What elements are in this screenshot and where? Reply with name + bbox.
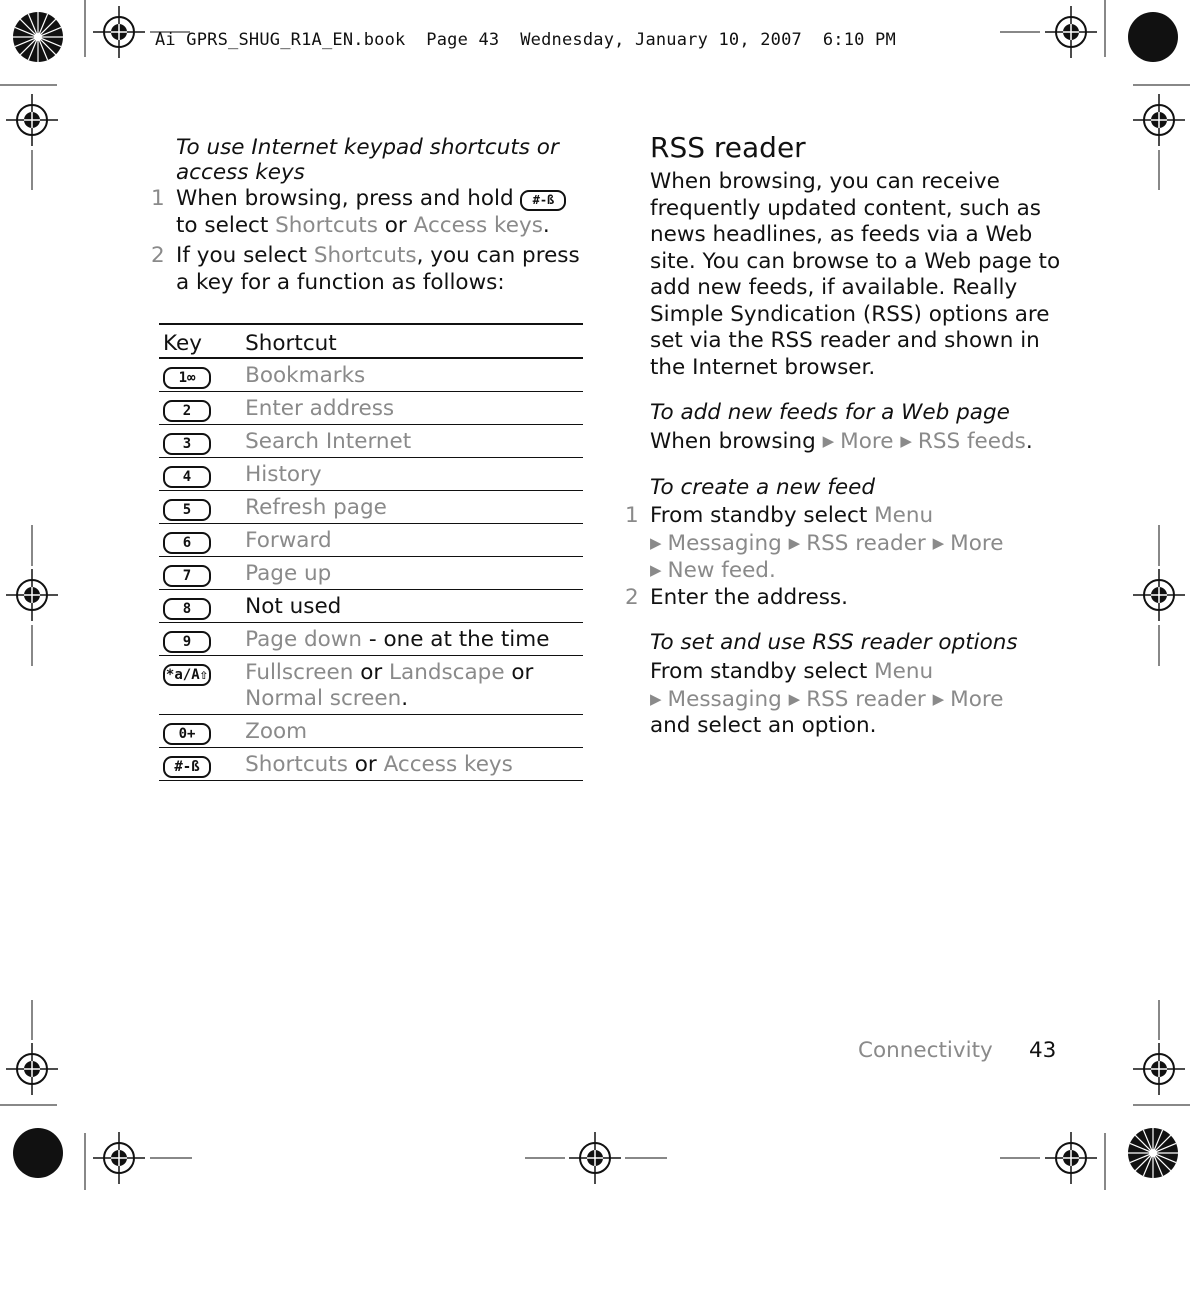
shortcut-function-label: Page up (245, 561, 332, 586)
key-cell (159, 590, 241, 623)
heading-line-1: To use Internet keypad shortcuts or (176, 135, 559, 160)
shortcut-function-label: Access keys (383, 752, 513, 777)
footer-section-name: Connectivity (858, 1038, 993, 1063)
intro-line: When browsing, you can receive (650, 169, 1000, 194)
key-cell (159, 392, 241, 425)
step-1-or: or (384, 212, 407, 238)
table-row (159, 715, 583, 748)
menu-label: Menu (874, 503, 934, 528)
shortcut-cell (241, 715, 583, 748)
shortcut-table-wrapper (159, 323, 583, 781)
add-feeds-instruction (650, 428, 1033, 456)
shortcuts-menu-label: Shortcuts (313, 243, 417, 268)
key-cell (159, 748, 241, 781)
keypad-key-icon: 0+ (163, 723, 211, 745)
key-cell (159, 491, 241, 524)
intro-line: add new feeds, if available. Really (650, 275, 1018, 300)
step-1-to-select: to select (176, 212, 269, 238)
rss-reader-menu-label: RSS reader (806, 686, 926, 712)
book-slug-line: Ai GPRS_SHUG_R1A_EN.book Page 43 Wednesday, January 10, 2007 6:10 PM (155, 30, 896, 50)
shortcut-text: or (353, 660, 390, 685)
step-2-line-2: a key for a function as follows: (176, 269, 505, 295)
shortcut-cell (241, 425, 583, 458)
arrow-right-icon: ▶ (932, 533, 945, 552)
create-step-1-pre: From standby select (650, 503, 868, 528)
shortcut-cell (241, 392, 583, 425)
shortcut-function-label: Fullscreen (245, 660, 354, 685)
table-row (159, 590, 583, 623)
arrow-right-icon: ▶ (650, 561, 662, 579)
keypad-key-icon: 7 (163, 565, 211, 587)
shortcut-function-label: Shortcuts (245, 752, 348, 777)
add-feeds-heading: To add new feeds for a Web page (650, 400, 1010, 425)
step-2-post: , you can press (416, 243, 580, 268)
arrow-right-icon: ▶ (932, 689, 945, 708)
arrow-right-icon: ▶ (650, 689, 662, 708)
shortcut-function-label: Search Internet (245, 429, 412, 454)
table-row (159, 557, 583, 590)
new-feed-menu-label: New feed (667, 558, 769, 583)
shortcut-table (159, 323, 583, 781)
keypad-key-icon: 9 (163, 631, 211, 653)
table-row (159, 358, 583, 392)
table-header-row (159, 324, 583, 358)
messaging-menu-label: Messaging (667, 530, 782, 556)
key-cell (159, 458, 241, 491)
key-cell (159, 425, 241, 458)
intro-line: Simple Syndication (RSS) options are (650, 301, 1050, 327)
messaging-menu-label: Messaging (667, 686, 782, 712)
create-step-1-text (650, 503, 1070, 585)
shortcut-function-label: History (245, 462, 322, 487)
keypad-shortcuts-heading (176, 135, 559, 185)
step-1-number: 1 (151, 186, 165, 211)
arrow-right-icon: ▶ (650, 533, 662, 552)
access-keys-menu-label: Access keys (413, 212, 543, 238)
options-post: and select an option. (650, 713, 877, 738)
hash-key-icon: #-ß (520, 190, 566, 211)
rss-reader-menu-label: RSS reader (806, 530, 926, 556)
shortcut-function-label: Zoom (245, 719, 308, 744)
key-cell (159, 524, 241, 557)
shortcut-cell (241, 623, 583, 656)
add-feeds-pre: When browsing (650, 429, 816, 454)
keypad-key-icon: 3 (163, 433, 211, 455)
shortcut-cell (241, 748, 583, 781)
menu-label: Menu (874, 659, 934, 684)
table-row (159, 425, 583, 458)
step-1-text (176, 186, 596, 239)
more-menu-label: More (950, 686, 1004, 712)
keypad-key-icon: 8 (163, 598, 211, 620)
key-cell (159, 715, 241, 748)
keypad-key-icon: 2 (163, 400, 211, 422)
step-2-text (176, 243, 596, 296)
keypad-key-icon: #-ß (163, 756, 211, 778)
table-row (159, 656, 583, 715)
intro-line: frequently updated content, such as (650, 195, 1041, 221)
shortcut-text: or (504, 660, 534, 685)
table-row (159, 623, 583, 656)
arrow-right-icon: ▶ (788, 533, 801, 552)
create-step-2-number: 2 (625, 585, 639, 610)
keypad-key-icon: 6 (163, 532, 211, 554)
keypad-key-icon: 5 (163, 499, 211, 521)
shortcut-cell (241, 458, 583, 491)
step-2-pre: If you select (176, 243, 307, 268)
shortcut-function-label: Enter address (245, 396, 395, 421)
keypad-key-icon: 4 (163, 466, 211, 488)
create-step-2-text: Enter the address. (650, 585, 848, 610)
shortcut-function-label: Landscape (389, 660, 505, 685)
shortcut-text: - one at the time (362, 627, 550, 652)
key-cell (159, 623, 241, 656)
shortcut-function-label: Page down (245, 627, 363, 652)
step-2-number: 2 (151, 243, 165, 268)
shortcut-cell (241, 590, 583, 623)
keypad-key-icon: 1∞ (163, 367, 211, 389)
key-cell (159, 557, 241, 590)
intro-line: news headlines, as feeds via a Web (650, 222, 1033, 247)
key-cell (159, 656, 241, 715)
add-feeds-period: . (1025, 429, 1033, 454)
arrow-right-icon: ▶ (900, 432, 912, 450)
page-number: 43 (1029, 1038, 1057, 1063)
shortcut-cell (241, 358, 583, 392)
table-row (159, 392, 583, 425)
rss-options-heading: To set and use RSS reader options (650, 630, 1018, 655)
step-1-period: . (542, 212, 550, 238)
intro-line: the Internet browser. (650, 354, 876, 380)
table-row (159, 458, 583, 491)
more-menu-label: More (950, 530, 1004, 556)
create-step-1-period: . (768, 558, 776, 583)
intro-line: site. You can browse to a Web page to (650, 248, 1061, 274)
column-header-shortcut: Shortcut (245, 331, 337, 356)
column-header-key: Key (163, 331, 202, 356)
create-step-1-number: 1 (625, 503, 639, 528)
table-row (159, 748, 583, 781)
shortcut-function-label: Forward (245, 528, 332, 553)
shortcut-function-label: Refresh page (245, 495, 387, 520)
table-body (159, 358, 583, 781)
shortcut-text: or (347, 752, 384, 777)
page-title: RSS reader (650, 131, 806, 164)
rss-options-text (650, 659, 1070, 740)
key-cell (159, 358, 241, 392)
keypad-key-icon: *a/A⇧ (163, 664, 211, 686)
shortcut-function-label: Normal screen (245, 686, 402, 711)
create-feed-heading: To create a new feed (650, 475, 875, 500)
arrow-right-icon: ▶ (788, 689, 801, 708)
heading-line-2: access keys (176, 160, 305, 185)
shortcuts-menu-label: Shortcuts (275, 212, 378, 238)
rss-intro-paragraph (650, 169, 1070, 381)
table-row (159, 524, 583, 557)
options-pre: From standby select (650, 659, 868, 684)
intro-line: set via the RSS reader and shown in (650, 328, 1040, 353)
shortcut-function-label: Bookmarks (245, 363, 366, 388)
shortcut-cell (241, 491, 583, 524)
shortcut-cell (241, 656, 583, 715)
table-row (159, 491, 583, 524)
arrow-right-icon: ▶ (822, 432, 835, 450)
shortcut-cell (241, 557, 583, 590)
shortcut-text: Not used (245, 594, 342, 619)
shortcut-cell (241, 524, 583, 557)
shortcut-text: . (401, 686, 409, 711)
rss-feeds-menu-label: RSS feeds (917, 429, 1026, 454)
step-1-pre: When browsing, press and hold (176, 186, 514, 211)
more-menu-label: More (840, 429, 894, 454)
